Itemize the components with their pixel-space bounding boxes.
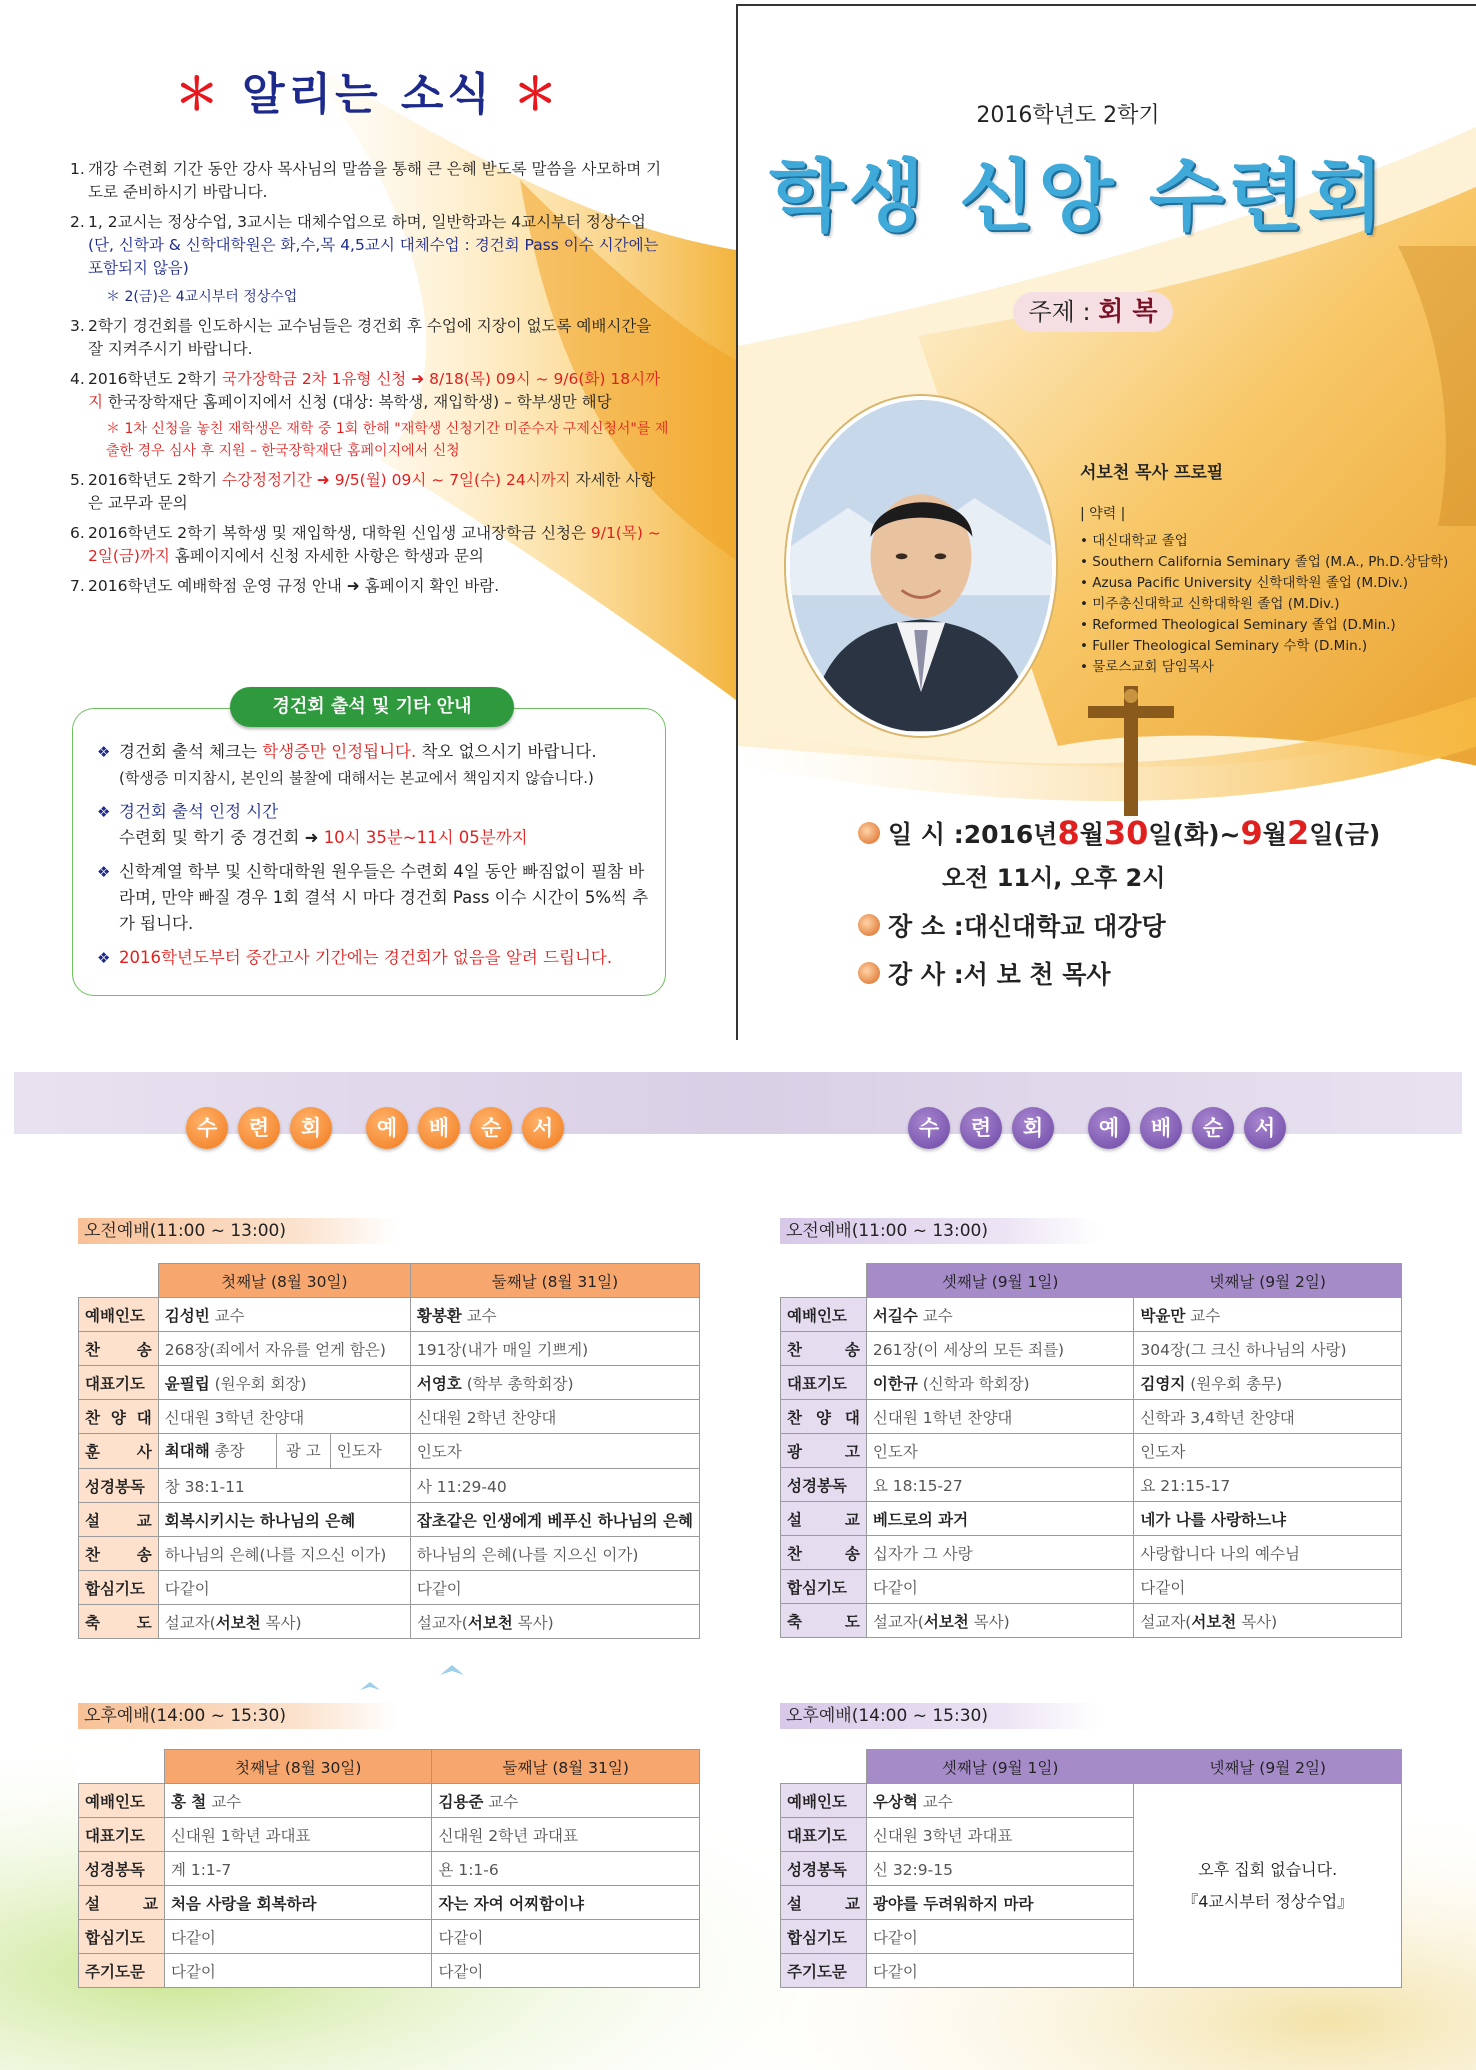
- event-date: 일 시 : 2016년 8 월 30 일(화)~ 9 월 2 일(금): [858, 814, 1458, 852]
- profile-item: • Fuller Theological Seminary 수학 (D.Min.): [1080, 638, 1368, 654]
- table-row: 합심기도 다같이: [781, 1920, 1402, 1954]
- table-header-row: [781, 1264, 1402, 1298]
- banner-char: 련: [238, 1107, 280, 1149]
- table-row: 찬 송 하나님의 은혜(나를 지으신 이가) 하나님의 은혜(나를 지으신 이가): [79, 1537, 700, 1571]
- profile-heading: | 약력 |: [1080, 506, 1126, 522]
- banner-char: 배: [418, 1107, 460, 1149]
- table-row: 예배인도 우상혁 교수 오후 집회 없습니다. 『4교시부터 정상수업』: [781, 1784, 1402, 1818]
- right-morning-table: [780, 1263, 1402, 1638]
- notice-item: 3. 2학기 경건회를 인도하시는 교수님들은 경건회 후 수업에 지장이 없도록 예배시간을 잘 지켜주시기 바랍니다.: [70, 317, 652, 358]
- speaker-profile: [1080, 458, 1460, 678]
- profile-title: 서보천 목사 프로필: [1080, 463, 1224, 483]
- day-header: 둘째날 (8월 31일): [432, 1750, 700, 1784]
- table-row: 성경봉독 창 38:1-11 사 11:29-40: [79, 1469, 700, 1503]
- table-row: 훈 사 최대해 총장 광 고 인도자 인도자: [79, 1434, 700, 1469]
- table-row: 축 도 설교자(서보천 목사) 설교자(서보천 목사): [79, 1605, 700, 1639]
- notice-item: 4. 2016학년도 2학기 국가장학금 2차 1유형 신청 ➜ 8/18(목) 09시 ~ 9/6(화) 18시까지 한국장학재단 홈페이지에서 신청 (대상: 복학생, 재입학생) – 학부생만 해당 ＊ 1차 신청을 놓친 재학생은 재학 중 1회 한해 "재학생 신청기간 미준수자 구제신청서"를 제출한 경우 심사 후 지원 – 한국장학재단 홈페이지에서 신청: [70, 370, 669, 459]
- table-row: 합심기도 다같이 다같이: [79, 1571, 700, 1605]
- event-speaker: 강 사 : 서 보 천 목사: [858, 955, 1458, 991]
- left-morning-label: 오전예배(11:00 ~ 13:00): [78, 1218, 398, 1244]
- profile-item: • 미주총신대학교 신학대학원 졸업 (M.Div.): [1080, 596, 1340, 612]
- table-row: 대표기도 신대원 3학년 과대표: [781, 1818, 1402, 1852]
- retreat-title: 학생 신앙 수련회: [769, 152, 1387, 242]
- flower-bullet-icon: [858, 914, 880, 936]
- table-row: 대표기도 윤필립 (원우회 회장) 서영호 (학부 총학회장): [79, 1366, 700, 1400]
- flower-bullet-icon: [858, 962, 880, 984]
- table-row: 예배인도 홍 철 교수 김용준 교수: [79, 1784, 700, 1818]
- table-row: 설 교 처음 사랑을 회복하라 자는 자여 어찌함이냐: [79, 1886, 700, 1920]
- banner-char: 수: [908, 1107, 950, 1149]
- profile-item: • 대신대학교 졸업: [1080, 533, 1188, 549]
- table-row: 찬 양 대 신대원 1학년 찬양대 신학과 3,4학년 찬양대: [781, 1400, 1402, 1434]
- banner-char: 서: [1244, 1107, 1286, 1149]
- table-row: 주기도문 다같이: [781, 1954, 1402, 1988]
- speaker-portrait: [786, 396, 1056, 736]
- day-header: 둘째날 (8월 31일): [410, 1264, 699, 1298]
- profile-item: • Azusa Pacific University 신학대학원 졸업 (M.Div.): [1080, 575, 1409, 591]
- table-row: 주기도문 다같이 다같이: [79, 1954, 700, 1988]
- table-row: 찬 송 십자가 그 사랑 사랑합니다 나의 예수님: [781, 1536, 1402, 1570]
- table-row: 예배인도 서길수 교수 박윤만 교수: [781, 1298, 1402, 1332]
- day-header: 첫째날 (8월 30일): [164, 1750, 432, 1784]
- notices-title: ＊ 알리는 소식 ＊: [174, 69, 562, 120]
- banner-title-left: [186, 1107, 564, 1149]
- event-place: 장 소 : 대신대학교 대강당: [858, 907, 1458, 943]
- table-row: 합심기도 다같이 다같이: [79, 1920, 700, 1954]
- banner-char: 예: [366, 1107, 408, 1149]
- notice-item: 2. 1, 2교시는 정상수업, 3교시는 대체수업으로 하며, 일반학과는 4교시부터 정상수업 (단, 신학과 & 신학대학원은 화,수,목 4,5교시 대체수업 : 경건회 Pass 이수 시간에는 포함되지 않음) ＊ 2(금)은 4교시부터 정상수업: [70, 213, 659, 305]
- guide-item: ❖ 경건회 출석 인정 시간 수련회 및 학기 중 경건회 ➜ 10시 35분~11시 05분까지: [97, 799, 653, 851]
- profile-list: [1080, 531, 1460, 678]
- diamond-bullet-icon: ❖: [97, 743, 111, 761]
- semester-label: 2016학년도 2학기: [976, 103, 1160, 128]
- theme-badge: 주제 : 회 복: [1013, 292, 1173, 332]
- notice-list: [70, 158, 670, 605]
- table-row: 축 도 설교자(서보천 목사) 설교자(서보천 목사): [781, 1604, 1402, 1638]
- notice-item: 6. 2016학년도 2학기 복학생 및 재입학생, 대학원 신입생 교내장학금 신청은 9/1(목) ~ 2일(금)까지 홈페이지에서 신청 자세한 사항은 학생과 문의: [70, 524, 661, 565]
- banner-char: 순: [470, 1107, 512, 1149]
- banner-char: 예: [1088, 1107, 1130, 1149]
- day-header: 셋째날 (9월 1일): [866, 1264, 1133, 1298]
- notices-panel: [0, 0, 736, 1040]
- table-row: 찬 양 대 신대원 3학년 찬양대 신대원 2학년 찬양대: [79, 1400, 700, 1434]
- table-row: 설 교 베드로의 과거 네가 나를 사랑하느냐: [781, 1502, 1402, 1536]
- left-morning-table: [78, 1263, 700, 1639]
- flower-bullet-icon: [858, 822, 880, 844]
- table-row: 설 교 회복시키시는 하나님의 은혜 잡초같은 인생에게 베푸신 하나님의 은혜: [79, 1503, 700, 1537]
- banner-char: 서: [522, 1107, 564, 1149]
- no-afternoon-service-note: 오후 집회 없습니다. 『4교시부터 정상수업』: [1134, 1784, 1402, 1988]
- table-row: 찬 송 261장(이 세상의 모든 죄를) 304장(그 크신 하나님의 사랑): [781, 1332, 1402, 1366]
- right-afternoon-label: 오후예배(14:00 ~ 15:30): [780, 1703, 1100, 1729]
- table-header-row: [79, 1750, 700, 1784]
- table-row: 대표기도 이한규 (신학과 학회장) 김영지 (원우회 총무): [781, 1366, 1402, 1400]
- day-header: 넷째날 (9월 2일): [1134, 1264, 1402, 1298]
- event-time: 오전 11시, 오후 2시: [942, 864, 1166, 892]
- table-row: 성경봉독 계 1:1-7 욘 1:1-6: [79, 1852, 700, 1886]
- table-row: 대표기도 신대원 1학년 과대표 신대원 2학년 과대표: [79, 1818, 700, 1852]
- notice-item: 7. 2016학년도 예배학점 운영 규정 안내 ➜ 홈페이지 확인 바람.: [70, 577, 500, 595]
- banner-char: 회: [1012, 1107, 1054, 1149]
- left-afternoon-label: 오후예배(14:00 ~ 15:30): [78, 1703, 398, 1729]
- banner-char: 순: [1192, 1107, 1234, 1149]
- table-row: 광 고 인도자 인도자: [781, 1434, 1402, 1468]
- table-row: 예배인도 김성빈 교수 황봉환 교수: [79, 1298, 700, 1332]
- notice-item: 5. 2016학년도 2학기 수강정정기간 ➜ 9/5(월) 09시 ~ 7일(수) 24시까지 자세한 사항은 교무과 문의: [70, 471, 656, 512]
- day-header: 셋째날 (9월 1일): [866, 1750, 1134, 1784]
- guide-item: ❖ 2016학년도부터 중간고사 기간에는 경건회가 없음을 알려 드립니다.: [97, 945, 653, 971]
- diamond-bullet-icon: ❖: [97, 863, 111, 881]
- left-afternoon-table: [78, 1749, 700, 1988]
- banner-char: 수: [186, 1107, 228, 1149]
- table-row: 성경봉독 신 32:9-15: [781, 1852, 1402, 1886]
- day-header: 넷째날 (9월 2일): [1134, 1750, 1402, 1784]
- banner-char: 련: [960, 1107, 1002, 1149]
- diamond-bullet-icon: ❖: [97, 803, 111, 821]
- table-header-row: [79, 1264, 700, 1298]
- table-row: 성경봉독 요 18:15-27 요 21:15-17: [781, 1468, 1402, 1502]
- profile-item: • 물로스교회 담임목사: [1080, 659, 1214, 675]
- table-header-row: [781, 1750, 1402, 1784]
- day-header: 첫째날 (8월 30일): [158, 1264, 410, 1298]
- notice-item: 1. 개강 수련회 기간 동안 강사 목사님의 말씀을 통해 큰 은혜 받도록 말씀을 사모하며 기도로 준비하시기 바랍니다.: [70, 160, 662, 201]
- banner-char: 회: [290, 1107, 332, 1149]
- profile-item: • Southern California Seminary 졸업 (M.A., Ph.D.상담학): [1080, 554, 1449, 570]
- right-morning-label: 오전예배(11:00 ~ 13:00): [780, 1218, 1100, 1244]
- banner-title-right: [908, 1107, 1286, 1149]
- profile-item: • Reformed Theological Seminary 졸업 (D.Min.): [1080, 617, 1396, 633]
- cover-panel: [736, 4, 1476, 1040]
- attendance-guide-box: [72, 696, 666, 996]
- table-row: 찬 송 268장(죄에서 자유를 얻게 함은) 191장(내가 매일 기쁘게): [79, 1332, 700, 1366]
- right-afternoon-table: [780, 1749, 1402, 1988]
- attendance-guide-title: 경건회 출석 및 기타 안내: [230, 687, 514, 727]
- guide-item: ❖ 경건회 출석 체크는 학생증만 인정됩니다. 착오 없으시기 바랍니다. (학생증 미지참시, 본인의 불찰에 대해서는 본교에서 책임지지 않습니다.): [97, 739, 653, 791]
- table-row: 설 교 광야를 두려워하지 마라: [781, 1886, 1402, 1920]
- banner-char: 배: [1140, 1107, 1182, 1149]
- table-row: 합심기도 다같이 다같이: [781, 1570, 1402, 1604]
- diamond-bullet-icon: ❖: [97, 949, 111, 967]
- event-info: [858, 814, 1458, 1003]
- guide-item: ❖ 신학계열 학부 및 신학대학원 원우들은 수련회 4일 동안 빠짐없이 필참 바라며, 만약 빠질 경우 1회 결석 시 마다 경건회 Pass 이수 시간이 5%씩 추가 됩니다.: [97, 859, 653, 937]
